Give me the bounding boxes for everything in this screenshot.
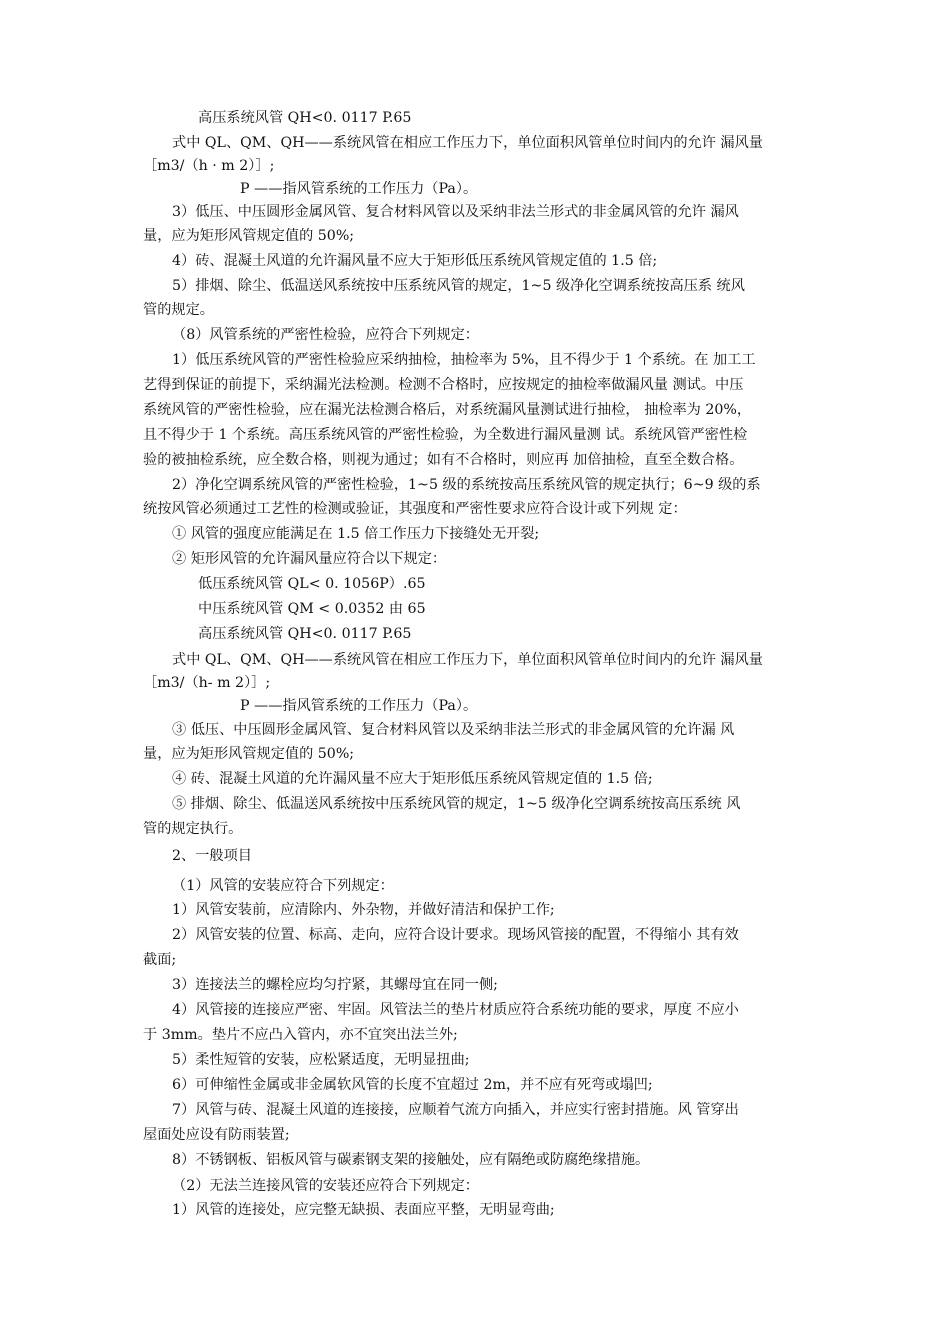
text-line: ② 矩形风管的允许漏风量应符合以下规定：	[172, 551, 447, 567]
text-line: 高压系统风管 QH<0. 0117 P.65	[198, 626, 412, 642]
text-line: 8）不锈钢板、铝板风管与碳素钢支架的接触处，应有隔绝或防腐绝缘措施。	[172, 1152, 650, 1168]
text-line: 1）低压系统风管的严密性检验应采纳抽检，抽检率为 5%，且不得少于 1 个系统。在 加工工	[172, 352, 756, 368]
text-line: ④ 砖、混凝土风道的允许漏风量不应大于矩形低压系统风管规定值的 1.5 倍;	[172, 771, 653, 787]
text-line: 式中 QL、QM、QH——系统风管在相应工作压力下，单位面积风管单位时间内的允许 漏风量	[172, 652, 763, 668]
text-line: 截面;	[143, 952, 177, 968]
text-line: ［m3/（h- m 2）］;	[143, 675, 271, 691]
text-line: 验的被抽检系统，应全数合格，则视为通过；如有不合格时，则应再 加倍抽检，直至全数合格。	[143, 452, 744, 468]
text-line: P ——指风管系统的工作压力（Pa）。	[240, 698, 478, 714]
text-line: 统按风管必须通过工艺性的检测或验证，其强度和严密性要求应符合设计或下列规 定：	[143, 501, 687, 517]
text-line: 管的规定。	[143, 302, 214, 318]
text-line: 1）风管安装前，应清除内、外杂物，并做好清洁和保护工作;	[172, 902, 555, 918]
text-line: 6）可伸缩性金属或非金属软风管的长度不宜超过 2m，并不应有死弯或塌凹;	[172, 1077, 653, 1093]
text-line: （2）无法兰连接风管的安装还应符合下列规定：	[172, 1178, 479, 1194]
text-line: 5）排烟、除尘、低温送风系统按中压系统风管的规定，1~5 级净化空调系统按高压系 统风	[172, 278, 745, 294]
text-line: 于 3mm。垫片不应凸入管内，亦不宜突出法兰外;	[143, 1027, 458, 1043]
text-line: 高压系统风管 QH<0. 0117 P.65	[198, 110, 412, 126]
text-line: ⑤ 排烟、除尘、低温送风系统按中压系统风管的规定，1~5 级净化空调系统按高压系统 风	[172, 796, 741, 812]
text-line: 2、一般项目	[172, 848, 252, 864]
text-line: 中压系统风管 QM < 0.0352 由 65	[198, 601, 426, 617]
text-line: 2）净化空调系统风管的严密性检验，1~5 级的系统按高压系统风管的规定执行；6~9 级的系	[172, 477, 761, 493]
text-line: ③ 低压、中压圆形金属风管、复合材料风管以及采纳非法兰形式的非金属风管的允许漏 风	[172, 722, 735, 738]
text-line: 3）连接法兰的螺栓应均匀拧紧，其螺母宜在同一侧;	[172, 977, 498, 993]
text-line: 3）低压、中压圆形金属风管、复合材料风管以及采纳非法兰形式的非金属风管的允许 漏风	[172, 204, 739, 220]
text-line: P ——指风管系统的工作压力（Pa）。	[240, 181, 478, 197]
text-line: 屋面处应设有防雨装置;	[143, 1127, 290, 1143]
text-line: 低压系统风管 QL< 0. 1056P）.65	[198, 576, 426, 592]
text-line: （1）风管的安装应符合下列规定：	[172, 878, 394, 894]
text-line: 系统风管的严密性检验，应在漏光法检测合格后，对系统漏风量测试进行抽检， 抽检率为 20%，	[143, 402, 752, 418]
text-line: 式中 QL、QM、QH——系统风管在相应工作压力下，单位面积风管单位时间内的允许 漏风量	[172, 135, 763, 151]
text-line: 量，应为矩形风管规定值的 50%;	[143, 228, 355, 244]
text-line: ［m3/（h · m 2）］;	[143, 158, 275, 174]
text-line: （8）风管系统的严密性检验，应符合下列规定：	[172, 327, 479, 343]
text-line: 5）柔性短管的安装，应松紧适度，无明显扭曲;	[172, 1052, 470, 1068]
text-line: 1）风管的连接处，应完整无缺损、表面应平整，无明显弯曲;	[172, 1202, 555, 1218]
text-line: 管的规定执行。	[143, 821, 243, 837]
text-line: 4）砖、混凝土风道的允许漏风量不应大于矩形低压系统风管规定值的 1.5 倍;	[172, 253, 658, 269]
text-line: 艺得到保证的前提下，采纳漏光法检测。检测不合格时，应按规定的抽检率做漏风量 测试。中压	[143, 377, 744, 393]
text-line: ① 风管的强度应能满足在 1.5 倍工作压力下接缝处无开裂;	[172, 526, 540, 542]
text-line: 4）风管接的连接应严密、牢固。风管法兰的垫片材质应符合系统功能的要求，厚度 不应小	[172, 1002, 739, 1018]
text-line: 且不得少于 1 个系统。高压系统风管的严密性检验，为全数进行漏风量测 试。系统风管严密性检	[143, 427, 748, 443]
text-line: 2）风管安装的位置、标高、走向，应符合设计要求。现场风管接的配置，不得缩小 其有效	[172, 927, 739, 943]
text-line: 7）风管与砖、混凝土风道的连接接，应顺着气流方向插入，并应实行密封措施。风 管穿出	[172, 1102, 739, 1118]
text-line: 量，应为矩形风管规定值的 50%;	[143, 746, 355, 762]
